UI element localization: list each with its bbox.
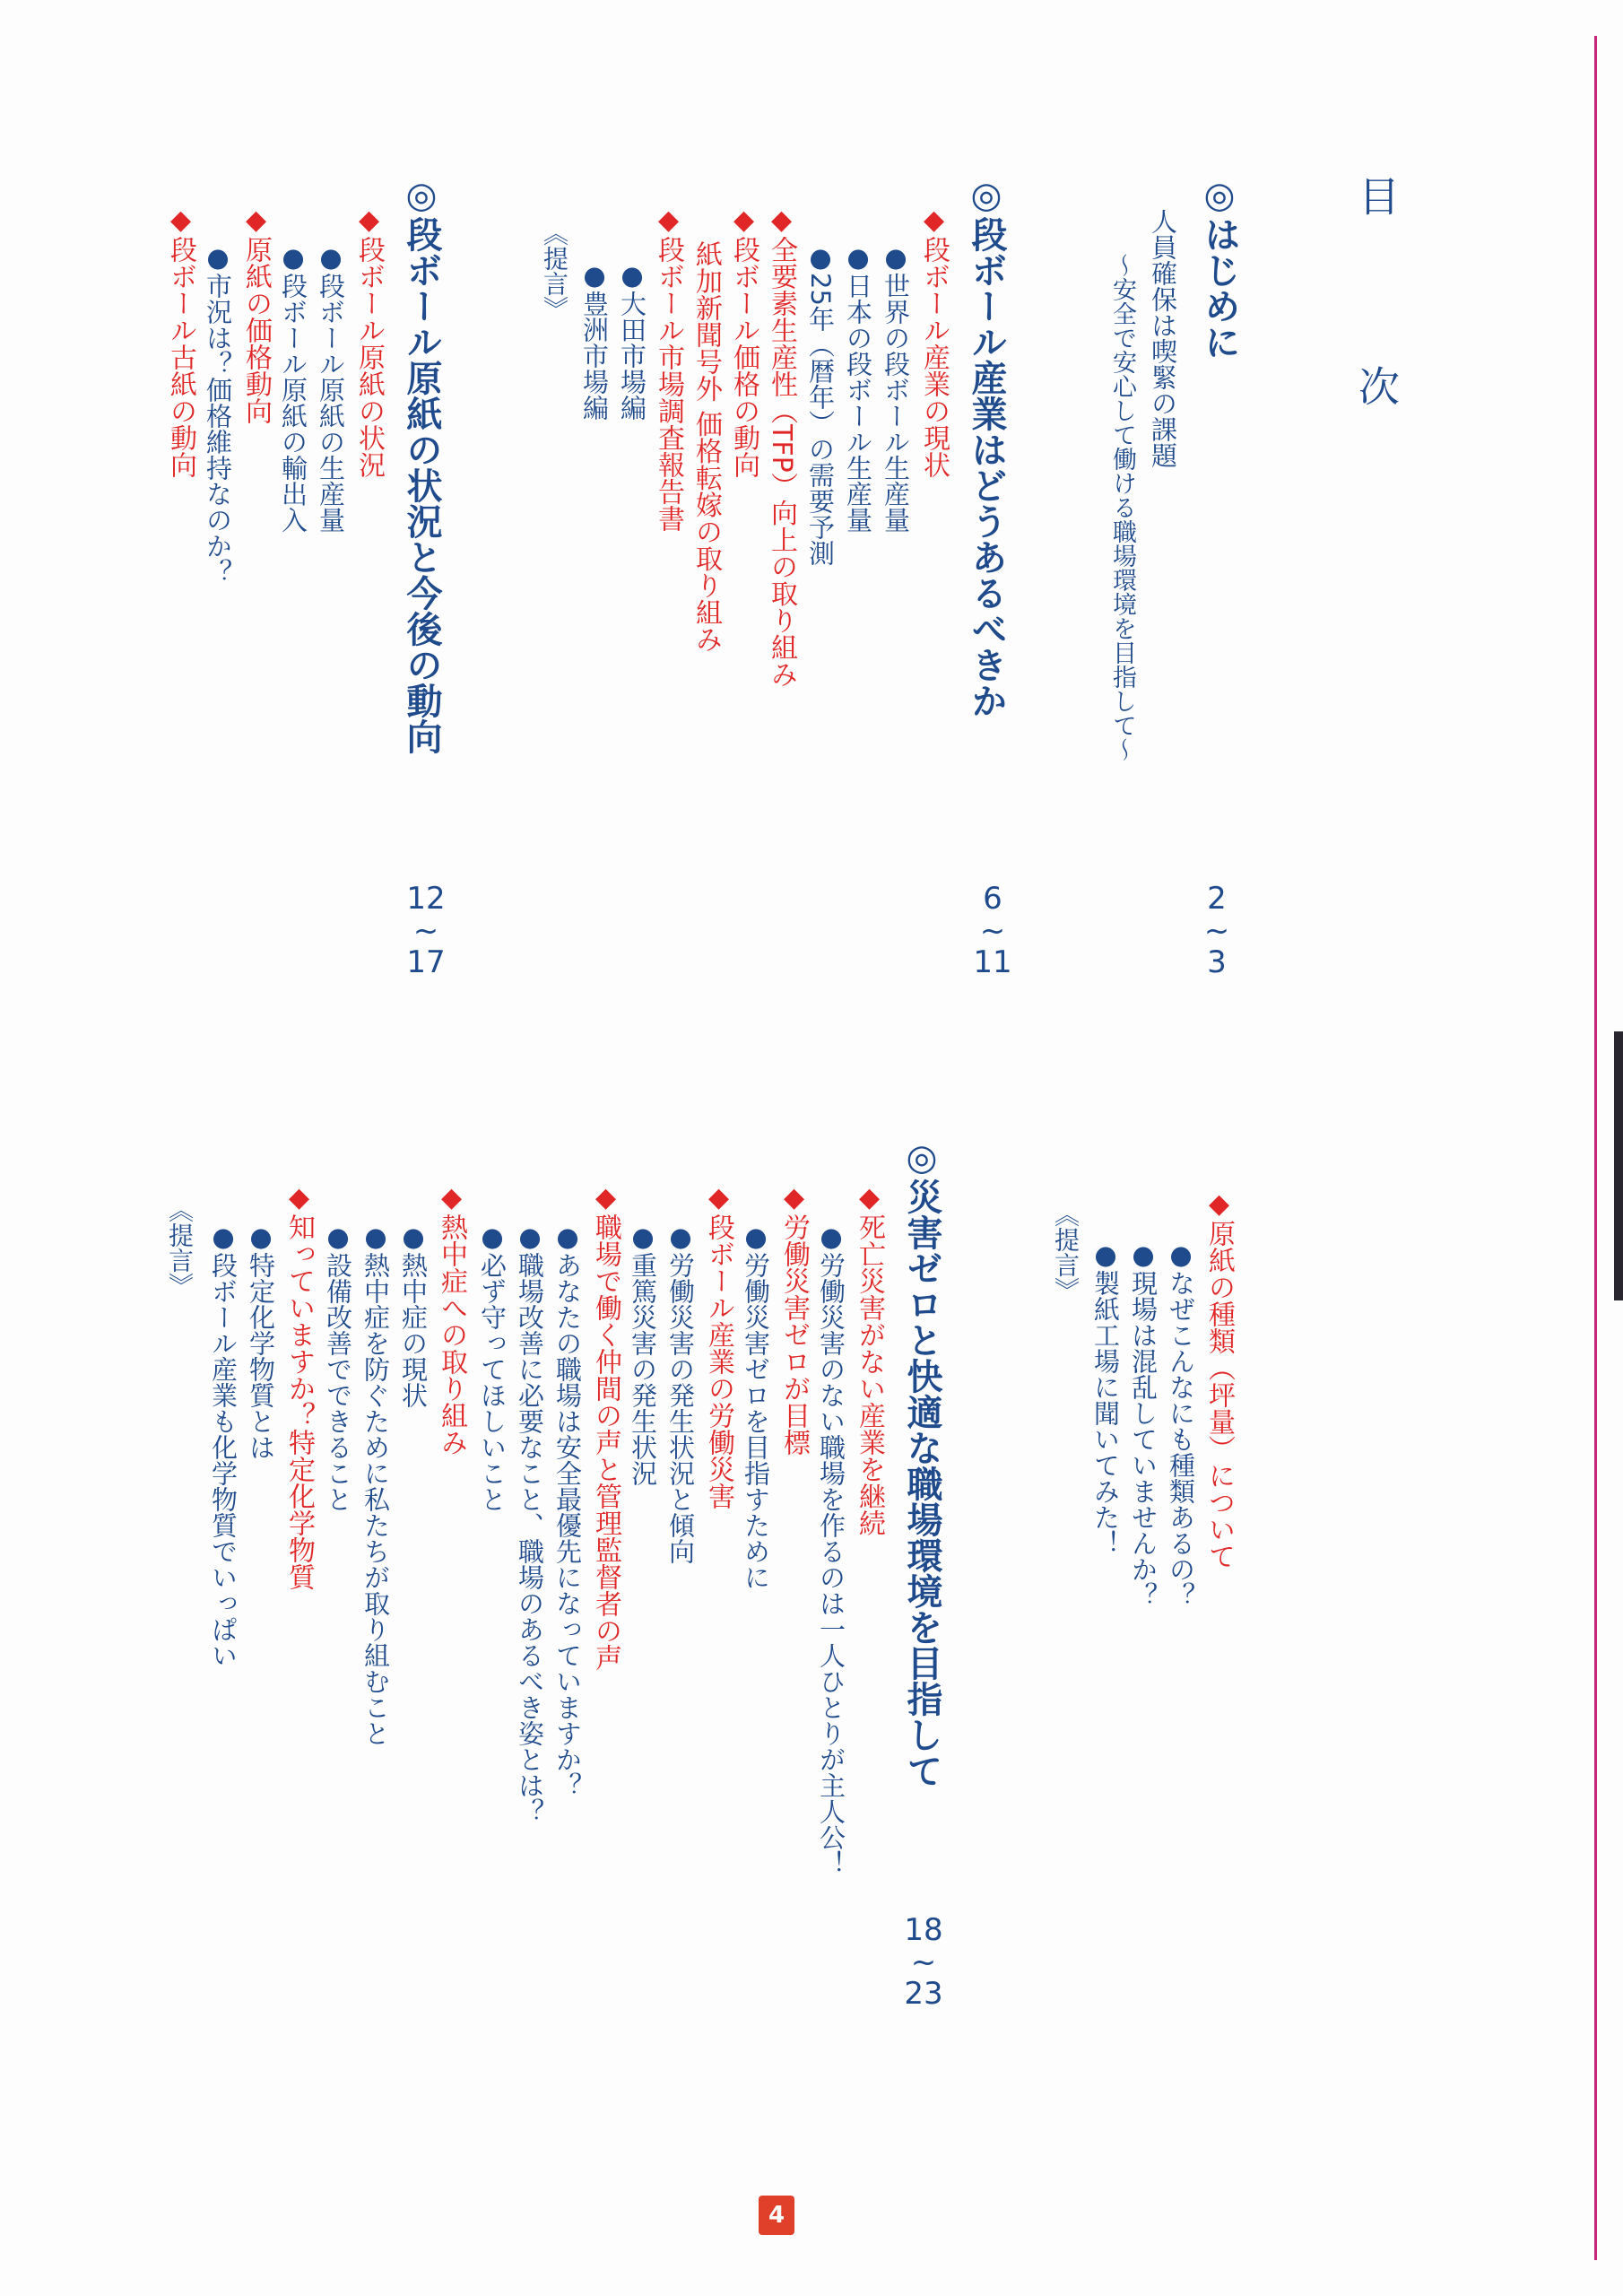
toc-line-teigen: 《提言》: [1051, 1202, 1081, 1302]
toc-line: ●段ボール原紙の生産量: [316, 242, 346, 533]
toc-line: ◆職場で働く仲間の声と管理監督者の声: [590, 1182, 621, 1671]
page-edge-line: [1594, 36, 1597, 2260]
toc-line: ●現場は混乱していませんか？: [1128, 1239, 1159, 1608]
binding-shadow: [1614, 1031, 1623, 1300]
section-heading-paper: ◎段ボール原紙の状況と今後の動向: [401, 175, 442, 754]
page-end: 23: [904, 1976, 943, 2013]
toc-line: ◆段ボール原紙の状況: [353, 204, 385, 478]
page-range-tilde: ~: [1203, 912, 1230, 949]
toc-line: ●段ボール産業も化学物質でいっぱい: [208, 1222, 239, 1668]
toc-line: ●市況は？価格維持なのか？: [203, 242, 233, 585]
toc-line: ●熱中症の現状: [398, 1222, 429, 1408]
toc-line: ●段ボール原紙の輸出入: [278, 242, 308, 533]
toc-line: ●労働災害の発生状況と傾向: [665, 1222, 696, 1564]
toc-line: ◆段ボール産業の労働災害: [703, 1182, 734, 1509]
toc-line: ◆熱中症への取り組み: [436, 1182, 467, 1456]
page-range-tilde: ~: [910, 1944, 937, 1980]
section-heading-industry: ◎段ボール産業はどうあるべきか: [966, 175, 1007, 718]
toc-line: ●職場改善に必要なこと、職場のあるべき姿とは？: [515, 1222, 545, 1824]
toc-line: ●特定化学物質とは: [246, 1222, 276, 1460]
toc-line: ●世界の段ボール生産量: [881, 242, 911, 533]
page-range-safety: [892, 1912, 955, 2013]
page-start: 6: [983, 881, 1002, 917]
page-start: 12: [406, 881, 446, 917]
toc-line-teigen: 《提言》: [540, 221, 569, 321]
toc-title: 目 次: [1352, 175, 1401, 460]
page-range-tilde: ~: [979, 912, 1006, 949]
page-start: 18: [904, 1912, 943, 1948]
section-heading-safety: ◎災害ゼロと快適な職場環境を目指して: [901, 1137, 942, 1788]
toc-line: ◆段ボール市場調査報告書: [653, 204, 684, 532]
toc-line: ●労働災害ゼロを目指すために: [741, 1222, 771, 1590]
toc-line: ●大田市場編: [617, 260, 647, 421]
toc-line: ～安全で安心して働ける職場環境を目指して～: [1108, 253, 1136, 761]
toc-line: 人員確保は喫緊の課題: [1148, 208, 1178, 468]
page-end: 17: [406, 944, 446, 981]
page-range-industry: [961, 883, 1024, 979]
toc-line: ◆全要素生産性（TFP）向上の取り組み: [766, 204, 797, 688]
toc-line: ●25年（暦年）の需要予測: [805, 242, 836, 566]
toc-line: ●豊洲市場編: [579, 260, 610, 421]
toc-line: ●日本の段ボール生産量: [843, 242, 873, 533]
page-start: 2: [1207, 881, 1227, 917]
toc-line-teigen: 《提言》: [165, 1197, 195, 1298]
toc-line: ◆原紙の価格動向: [240, 204, 272, 424]
page-range-intro: [1185, 883, 1248, 979]
toc-line: ◆知っていますか？特定化学物質: [283, 1182, 315, 1590]
toc-line: ●なぜこんなにも種類あるの？: [1166, 1239, 1196, 1608]
toc-line: ◆段ボール価格の動向: [728, 204, 759, 478]
page-range-tilde: ~: [412, 912, 439, 949]
toc-line: ◆原紙の種類（坪量）について: [1203, 1188, 1235, 1570]
toc-line: ◆段ボール古紙の動向: [165, 204, 196, 478]
toc-line: ●熱中症を防ぐために私たちが取り組むこと: [360, 1222, 391, 1746]
page-end: 11: [973, 944, 1012, 981]
section-heading-intro: ◎はじめに: [1199, 175, 1240, 360]
page-number-badge: 4: [759, 2196, 794, 2235]
toc-line: ◆死亡災害がない産業を継続: [854, 1182, 885, 1536]
toc-line: ●あなたの職場は安全最優先になっていますか？: [552, 1222, 583, 1798]
toc-line: ●必ず守ってほしいこと: [477, 1222, 508, 1512]
page-end: 3: [1207, 944, 1227, 981]
toc-line: ●設備改善でできること: [323, 1222, 353, 1512]
toc-line: ●重篤災害の発生状況: [628, 1222, 658, 1486]
page-range-paper: [395, 883, 457, 979]
toc-line: ◆労働災害ゼロが目標: [778, 1182, 810, 1456]
toc-line: 紙加新聞号外 価格転嫁の取り組み: [690, 240, 722, 653]
toc-line: ◆段ボール産業の現状: [918, 204, 950, 478]
toc-line: ●製紙工場に聞いてみた！: [1090, 1239, 1121, 1556]
toc-line: ●労働災害のない職場を作るのは一人ひとりが主人公！: [816, 1222, 846, 1876]
